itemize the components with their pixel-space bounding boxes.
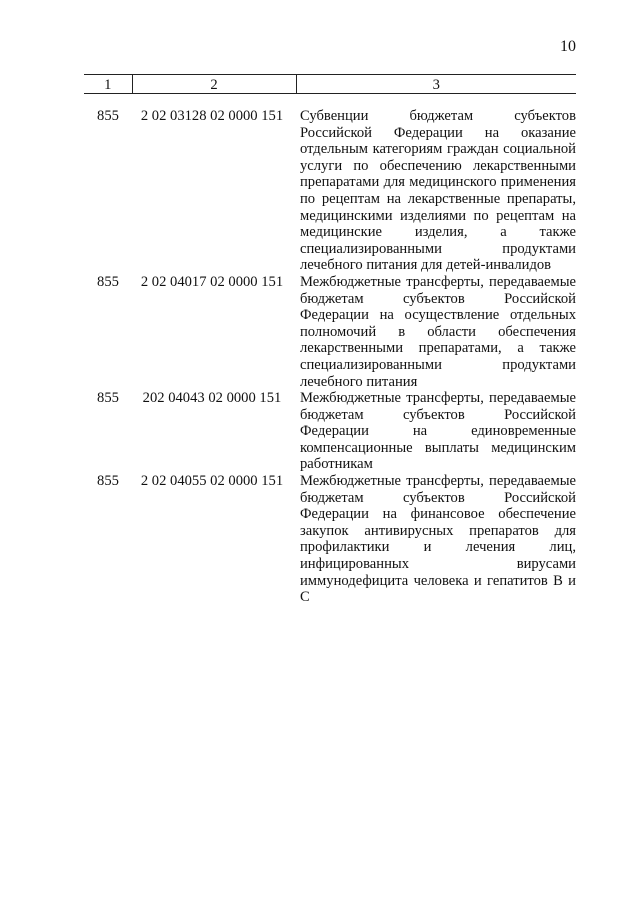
table-row (84, 473, 576, 606)
page-number: 10 (560, 38, 576, 55)
table-row (84, 390, 576, 473)
column-header-2: 2 (132, 75, 296, 94)
column-header-1: 1 (84, 75, 132, 94)
description-cell: Субвенции бюджетам субъектов Российской Федерации на оказание отдельным категориям граждан социальной услуги по обеспечению лекарственными препаратами для медицинского применения по рецептам на лекарственные препараты, медицинскими изделиями по рецептам на медицинские изделия, а также специализированными продуктами лечебного питания для детей-инвалидов (300, 108, 576, 274)
budget-code-cell: 2 02 03128 02 0000 151 (140, 108, 284, 124)
budget-code-cell: 202 04043 02 0000 151 (142, 390, 282, 407)
budget-classification-table (84, 74, 576, 606)
description-cell: Межбюджетные трансферты, передаваемые бюджетам субъектов Российской Федерации на единовременные компенсационные выплаты медицинским работникам (300, 390, 576, 473)
table-body (84, 94, 576, 606)
table-row (84, 274, 576, 390)
admin-code-cell: 855 (97, 108, 119, 124)
admin-code-cell: 855 (97, 390, 119, 407)
description-cell: Межбюджетные трансферты, передаваемые бюджетам субъектов Российской Федерации на осуществление отдельных полномочий в области обеспечения лекарственными препаратами, а также специализированными продуктами лечебного питания (300, 273, 576, 390)
header-row (84, 75, 576, 94)
description-cell: Межбюджетные трансферты, передаваемые бюджетам субъектов Российской Федерации на финансовое обеспечение закупок антивирусных препаратов для профилактики и лечения лиц, инфицированных вирусами иммунодефицита человека и гепатитов В и С (300, 473, 576, 606)
budget-code-cell: 2 02 04055 02 0000 151 (140, 473, 284, 490)
budget-code-cell: 2 02 04017 02 0000 151 (140, 273, 284, 290)
table-row (84, 108, 576, 274)
admin-code-cell: 855 (97, 473, 119, 490)
table-header (84, 75, 576, 94)
spacer-row (84, 94, 576, 109)
column-header-3: 3 (296, 75, 576, 94)
admin-code-cell: 855 (97, 273, 119, 290)
